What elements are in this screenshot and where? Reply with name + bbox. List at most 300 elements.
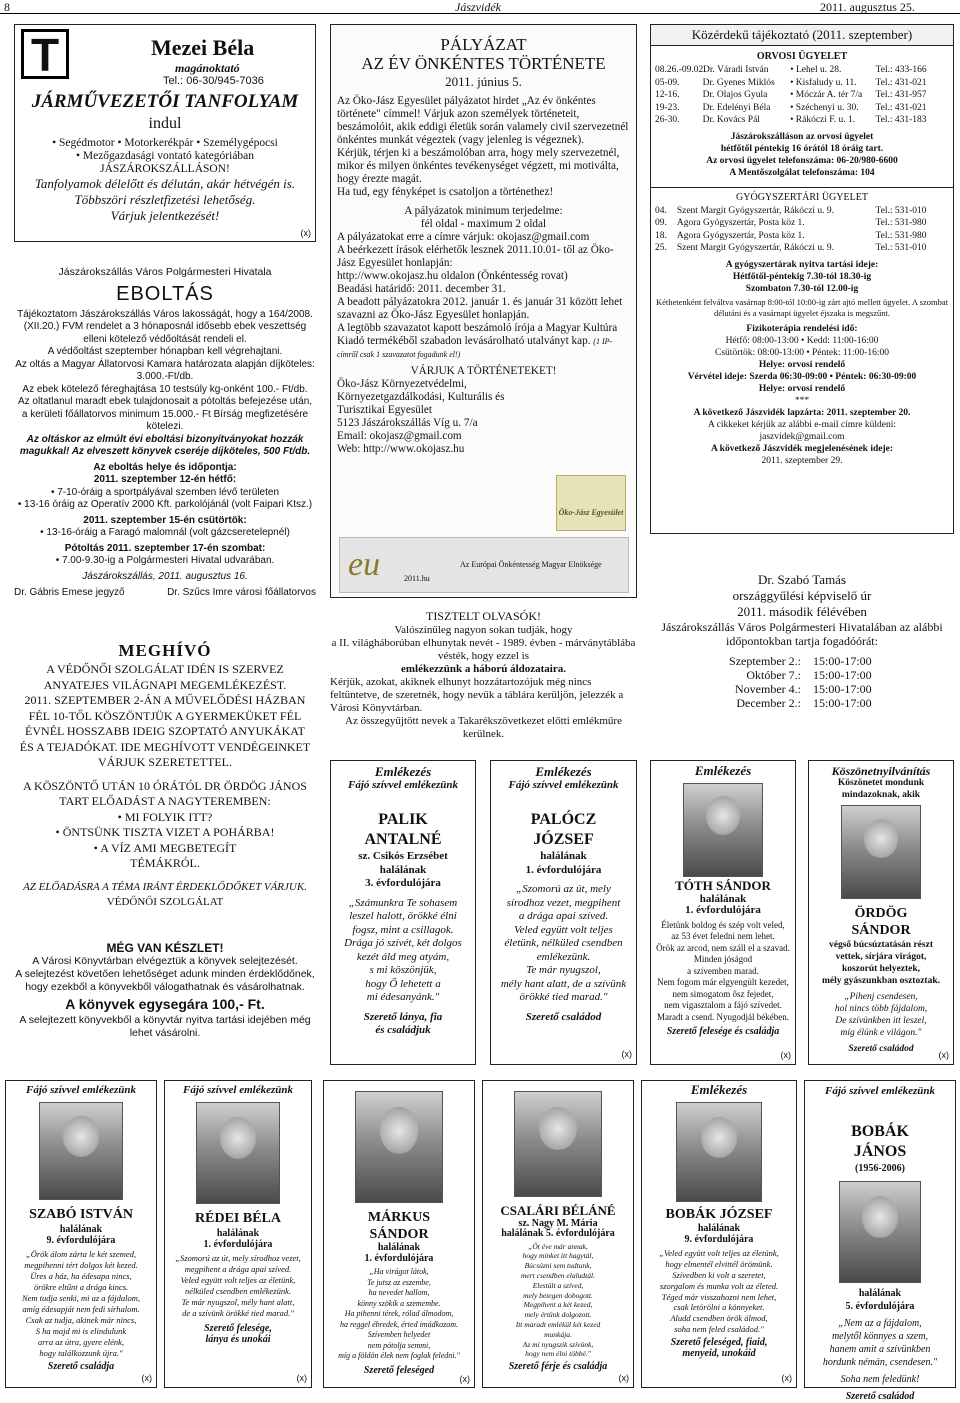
poem-line: hogy Ő lehetett a [365,977,441,990]
obituary-csalari [482,1080,634,1388]
mayor-title: országgyűlési képviselő úr [732,588,872,603]
obit-ordog-name2: SÁNDOR [851,923,911,938]
poem-line: Veled együtt volt teljes [514,923,613,936]
poem-line: kezét áld meg atyám, [356,950,450,963]
obit-palocz-l2: 1. évfordulójára [525,863,602,876]
poem [483,1242,633,1360]
school-title: JÁRMŰVEZETŐI TANFOLYAM [31,91,299,112]
poem [651,920,795,1024]
obit-bobakja-years: (1956-2006) [855,1163,905,1174]
table-cell: November 4.: [735,682,801,696]
obit-szabo-head: Fájó szívvel emlékezünk [26,1084,136,1096]
poem-line: Csak az tudja, akinek már nincs, [25,1315,137,1325]
info-duty: ORVOSI ÜGYELET [756,51,848,62]
poem-line: hanem amit a szívünkben [829,1344,931,1355]
invitation-notice [14,640,316,910]
vacc-d3a: • 7.00-9.30-ig a Polgármesteri Hivatal udvarában. [55,555,275,566]
table-row [655,230,949,243]
invite-l8: A KÖSZÖNTŐ UTÁN 10 ÓRÁTÓL DR ÖRDÖG JÁNOS [23,778,307,793]
info-o4: Kéthetenként felváltva vasárnap 8:00-tól 10:00-ig zárt ajtó mellett ügyelet. A szombat délutáni és a vasárnapi ügyelet éjszaka is megszűnt. [656,296,948,318]
table-cell: Tel.: 531-980 [875,230,927,241]
obit-redei-l2: 1. évfordulójára [203,1239,273,1250]
table-cell: 15:00-17:00 [813,696,872,710]
invite-l6: ÉS A TEJADÓKAT. IDE MEGHÍVOTT VENDÉGEINKET [19,739,311,754]
table-row [655,217,949,230]
portrait-photo [683,783,763,877]
info-n5: 2011. szeptember 29. [761,455,843,466]
contest-logo2: Az Európai Önkéntesség Magyar Elnöksége [460,560,602,569]
poem-line: nélküled csendben emlékezünk. [185,1286,291,1296]
poem-line: Veled együtt volt teljes az életünk, [180,1275,296,1285]
poem [809,991,953,1039]
poem-line: „Őt éve már annak, [528,1241,588,1251]
poem-line: az 53 évet feledni nem lehet. [671,931,775,941]
poem-line: Maradt a csend. Nyugodjál békében. [657,1011,789,1022]
poem-line: sírodhoz vezet, megpihent [506,896,621,909]
school-starts: indul [148,115,182,132]
poem-line: örökké tied marad." [519,991,608,1003]
poem-line: Üres a ház, ha édesapa nincs, [30,1271,132,1281]
vacc-p2: A védőoltást szeptember hónapban kell végrehajtani. [47,346,283,357]
table-row [650,696,954,710]
info-d2: hétfőtől péntekig 16 órától 18 óráig tart. [720,143,884,154]
obit-palik-head2: Fájó szívvel emlékezünk [348,778,458,791]
contest-p7: Beadási határidő: 2011. december 31. [337,283,506,295]
driving-l1: • Segédmotor • Motorkerékpár • Személygépocsi [52,137,278,149]
obit-ordog-name1: ÖRDÖG [854,906,908,921]
obit-bobakja-head: Fájó szívvel emlékezünk [825,1085,935,1097]
office-hours-table [650,654,954,710]
obit-palocz-head1: Emlékezés [535,764,592,779]
obituary-ordog [808,760,954,1065]
driving-l3: JÁSZÁROKSZÁLLÁSON! [100,163,230,175]
poem [805,1317,955,1369]
table-cell: Dr. Olajos Gyula [702,90,768,100]
poem [491,883,636,1005]
obit-palik-sign1: Szerető lánya, fia [363,1010,443,1023]
invite-b3: • A VÍZ AMI MEGBETEGÍT [93,840,237,855]
signature-notary: Dr. Gábris Emese jegyző [14,587,125,598]
info-f5: Vérvétel ideje: Szerda 06:30-09:00 • Péntek: 06:30-09:00 [687,371,917,382]
obit-bobakja-name2: JÁNOS [853,1143,907,1160]
obituary-bobak-jozsef [641,1080,797,1388]
readers-p3: emlékezzünk a háború áldozataira. [401,663,566,675]
obit-szabo-l2: 9. évfordulójára [46,1235,116,1246]
obit-csalari-sign: Szerető férje és családja [508,1361,608,1373]
obit-markus-x: (x) [459,1373,470,1384]
obit-toth-name: TÓTH SÁNDOR [675,877,771,893]
obit-markus-sign: Szerető feleséged [363,1364,435,1376]
obituary-toth [650,760,796,1065]
table-cell: Agora Gyógyszertár, Posta köz 1. [676,230,805,241]
table-cell: Tel.: 433-166 [875,65,927,75]
obit-markus-name1: MÁRKUS [367,1210,431,1225]
obit-palik-head1: Emlékezés [374,764,432,779]
poem-line: Te már nyugszol, mély hant alatt, [181,1297,295,1307]
poem-line: mely betegen dobogott. [523,1290,593,1300]
readers-p1: Valószínűleg nagyon sokan tudják, hogy [394,624,573,636]
info-d3: Az orvosi ügyelet telefonszáma: 06-20/980-6600 [706,155,898,166]
poem-line: soha nem feled családod." [674,1323,764,1334]
poem-line: Búcsúzni sem tudtunk, [524,1261,592,1271]
poem-line: „Számunkra Te sohasem [348,896,458,909]
vacc-p6: Az oltáskor az elmúlt évi eboltási bizonyítványokat hozzák magukkal! Az elveszett könyvek cseréje díjköteles, 500 Ft/db. [19,433,311,457]
table-cell: Szent Margit Gyógyszertár, Rákóczi u. 9. [676,243,835,253]
instructor-phone: Tel.: 06-30/945-7036 [163,75,264,87]
poem-line: Megpihent a két kezed, [523,1300,593,1310]
obit-redei-x: (x) [296,1373,307,1383]
poem-line: de a szívünk örökké tied marad." [182,1308,294,1318]
obit-toth-x: (x) [780,1049,791,1060]
contest-title2: AZ ÉV ÖNKÉNTES TÖRTÉNETE [361,54,606,73]
invite-l11: VÉDŐNŐI SZOLGÁLAT [106,896,224,908]
table-cell: 26-30. [655,115,680,125]
obit-palocz-l1: halálának [540,850,587,862]
info-f6: Helye: orvosi rendelő [758,383,846,394]
obit-ordog-t4: vettek, sírjára virágot, [835,952,927,962]
table-cell: • Rákóczi F. u. 1. [790,115,856,125]
obit-redei-l1: halálának [216,1228,260,1239]
portrait-photo [514,1091,602,1197]
table-cell: 05-09. [655,77,680,88]
driving-school-ad [14,24,316,242]
table-cell: Agora Gyógyszertár, Posta köz 1. [676,218,805,228]
poem-line: melytől könnyes a szem, [831,1331,929,1342]
table-cell: Tel.: 431-957 [875,90,927,100]
instructor-name: Mezei Béla [151,35,255,60]
table-cell: December 2.: [736,696,801,710]
info-f4: Helye: orvosi rendelő [758,359,846,370]
table-row [655,205,949,218]
poem-line: De szívünkben itt leszel, [835,1016,927,1026]
book-sale-title: MÉG VAN KÉSZLET! [106,941,224,955]
table-row [650,668,954,682]
poem [6,1249,156,1359]
vacc-place: Jászárokszállás, 2011. augusztus 16. [82,570,248,582]
okojasz-logo [556,475,626,531]
obit-szabo-name: SZABÓ ISTVÁN [29,1207,133,1222]
table-cell: Tel.: 431-183 [875,115,927,125]
contest-title: PÁLYÁZAT [440,35,527,54]
school-details [15,137,315,224]
table-row [655,114,949,127]
poem-line: Nem fogom már elgyengült kezedet, [657,977,789,987]
poem [324,1267,474,1362]
info-title: Közérdekű tájékoztató (2011. szeptember) [651,25,953,46]
notice-title: EBOLTÁS [116,282,214,305]
vacc-d1b: • 13-16 óráig az Operatív 2000 Kft. parkolójánál (volt Faipari Ktsz.) [17,499,313,510]
obit-csalari-l1: halálának 5. évfordulójára [501,1227,615,1239]
info-f1: Fizikoterápia rendelési idő: [746,323,858,334]
poem-line: Elestült a szíved, [532,1280,584,1290]
contest-p8: A beadott pályázatokra 2012. január 1. és január 31 között lehet szavazni az Öko-Jász Egyesület honlapján. [337,296,623,321]
poem [165,1253,311,1319]
table-cell: 19-23. [655,102,680,113]
poem [642,1248,796,1334]
page-number: 8 [4,0,10,14]
info-n3: jaszvidek@gmail.com [759,431,845,442]
obit-szabo-x: (x) [141,1373,152,1383]
poem-line: Nem tudja senki, mi az a fájdalom, [21,1293,141,1303]
books-p1: A Városi Könyvtárban elvégeztük a könyvek selejtezését. [32,955,298,967]
invite-b4: TÉMÁKRÓL. [130,856,200,870]
contest-p14: Web: http://www.okojasz.hu [337,443,465,455]
poem-line: hogy minket itt hagytál, [522,1251,594,1261]
contest-min: A pályázatok minimum terjedelme: [404,205,563,217]
obit-bobakj-head: Emlékezés [690,1082,748,1097]
vacc-p1: Tájékoztatom Jászárokszállás Város lakosságát, hogy a 164/2008.(XII.20.) FVM rendelet a 3 hónaposnál idősebb ebek veszettség elleni kötelező védőoltását rendeli el. [17,308,313,345]
mayor-half: 2011. második félévében [737,604,867,619]
table-cell: • Széchenyi u. 30. [790,102,859,113]
poem-line: míg a földön élek nem foglak feledni." [338,1351,460,1360]
obit-toth-l2: 1. évfordulójára [685,904,761,916]
poem-line: fogsz, mint a csillagok. [352,923,454,936]
table-cell: Szent Margit Gyógyszertár, Rákóczi u. 9. [676,205,835,216]
obit-ordog-t1: Köszönetet mondunk [837,778,925,788]
contest-logo4: 2011.hu [404,574,430,583]
obit-toth-l1: halálának [699,892,747,905]
obit-ordog-t2: mindazoknak, akik [841,790,921,800]
table-cell: 25. [655,243,667,253]
invite-l9: TART ELŐADÁST A NAGYTEREMBEN: [59,794,271,808]
readers-notice [330,608,637,738]
book-price: A könyvek egysegára 100,- Ft. [65,996,265,1012]
poem-line: nem pótolja semmi, [367,1340,431,1350]
paper-name: Jászvidék [455,0,501,14]
poem-line: mély hant alatt, de a szívünk [500,977,627,990]
poem-line: szorgalom és munka volt az életed. [659,1280,779,1291]
info-o1: A gyógyszertárak nyitva tartási ideje: [725,259,879,270]
poem-line: életünk, nélküled csendben [504,937,623,949]
obit-bobakja-l1: halálának [858,1288,902,1299]
contest-logo3: eu [348,546,381,583]
poem-line: Te jutsz az eszembe, [367,1277,431,1287]
office-name: Jászárokszállás Város Polgármesteri Hivatala [58,266,272,278]
obit-bobakja-sign0: Soha nem feledünk! [840,1374,920,1385]
poem-line: Minden jóságod [693,954,753,964]
driving-l4: Tanfolyamok délelőtt és délután, akár hétvégén is. [34,176,296,191]
info-o2: Hétfőtől-péntekig 7.30-tól 18.30-ig [732,271,872,282]
public-info [650,24,954,534]
info-f3: Csütörtök: 08:00-13:00 • Péntek: 11:00-16:00 [715,347,889,358]
logo-t-icon: T [21,29,69,79]
obituary-redei [164,1080,312,1388]
info-n1: A következő Jászvidék lapzárta: 2011. szeptember 20. [693,407,911,418]
page-header [0,0,960,14]
portrait-photo [839,1181,921,1283]
poem-line: Életünk boldog és szép volt veled, [661,919,785,930]
poem-line: örökre eltűnt a drága kincs. [33,1282,129,1292]
contest-p5: A beérkezett írások elérhetők lesznek 2011.10.01- től az Öko-Jász Egyesület honlapján: [337,244,614,269]
doctor-duty-table [651,64,953,127]
obituary-bobak-janos [804,1080,956,1402]
vacc-p5: Az oltatlanul maradt ebek tulajdonosait a pótoltás befejezése után, a kerületi főállatorvos minimum 15.000.- Ft Bírság megfizetésére kötelezi. [17,396,313,432]
poem-line: „Pihenj csendesen, [844,992,918,1002]
obit-redei-sign1: Szerető felesége, [204,1323,272,1334]
obit-toth-head1: Emlékezés [694,763,752,778]
obit-palik-name2: ANTALNÉ [364,831,442,848]
poem-line: nem simogatom ősz fejedet, [672,988,774,999]
obit-csalari-name: CSALÁRI BÉLÁNÉ [500,1203,616,1218]
poem-line: arra az útra, gyere elénk, [37,1337,125,1347]
readers-p5: Az összegyűjtött nevek a Takarékszövetkezet előtti emlékműre kerülnek. [345,715,622,740]
books-p3: A selejtezett könyvekből a könyvtár nyitva tartási idejében még lehet vásárolni. [19,1014,311,1039]
table-cell: • Móczár A. tér 7/a [790,90,863,100]
obit-bobakja-sign: Szerető családod [845,1391,915,1402]
contest-p3: Ha tud, egy fényképet is csatoljon a történethez! [337,186,554,198]
obituary-markus [323,1080,475,1388]
poem-line: „Örök álom zárta le két szemed, [25,1249,136,1259]
driving-x: (x) [300,228,311,238]
table-cell: Tel.: 531-010 [875,205,927,216]
driving-l6: Várjuk jelentkezését! [110,208,220,223]
poem-line: Ha pihenni térek, rólad álmodom, [344,1309,454,1318]
portrait-photo [355,1091,443,1203]
table-cell: Tel.: 431-021 [875,102,927,113]
portrait-photo [841,805,921,899]
poem-line: „Ha virágot látok, [369,1267,429,1276]
vaccination-notice [14,266,316,616]
contest-p13: Email: okojasz@gmail.com [337,430,462,442]
obit-palocz-name1: PALÓCZ [530,811,597,828]
mp-office-hours [650,572,954,732]
info-n2: A cikkeket kérjük az alábbi e-mail címre küldeni: [707,419,897,430]
invite-l3: 2011. SZEPTEMBER 2-ÁN A MŰVELŐDÉSI HÁZBAN [24,693,306,707]
info-stars: *** [794,395,810,406]
table-row [655,64,949,77]
poem-line: megpihent a drága apai szíved. [184,1264,292,1274]
obit-palik-name1: PALIK [378,811,428,828]
obit-bobakj-l2: 9. évfordulójára [684,1233,754,1245]
invite-l7: VÁRJUK SZERETETTEL. [98,755,232,769]
vacc-d2a: • 13-16-óráig a Faragó malomnál (volt gázcseretelepnél) [40,527,290,538]
vacc-d3: Pótoltás 2011. szeptember 17-én szombat: [64,542,266,554]
poem-line: amíg édesapját nem fedi sírhalom. [22,1304,140,1314]
obit-palik-maiden: sz. Csikós Erzsébet [358,850,448,862]
portrait-photo [676,1102,762,1202]
contest-min2: fél oldal - maximum 2 oldal [420,218,547,230]
book-sale-notice [14,942,316,1062]
invitation-title: MEGHÍVÓ [118,641,212,660]
poem-line: hordunk némán, csendesen." [822,1357,938,1368]
poem-line: hogy nem élni többé." [525,1349,591,1359]
obit-bobakj-x: (x) [781,1373,792,1384]
vacc-d1: 2011. szeptember 12-én hétfő: [93,474,237,485]
poem-line: hogy elmentél elvittél örömünk. [665,1259,773,1270]
table-cell: 04. [655,205,667,216]
table-cell: 08.26.-09.02. [655,65,706,75]
invite-l10: AZ ELŐADÁSRA A TÉMA IRÁNT ÉRDEKLŐDŐKET VÁRJUK. [23,880,307,893]
portrait-photo [196,1102,280,1204]
poem-line: csak letörölni a könnyeket. [673,1302,765,1313]
contest-p10: VÁRJUK A TÖRTÉNETEKET! [410,365,557,377]
vacc-d1a: • 7-10-óráig a sportpályával szemben lévő területen [50,486,280,498]
poem-line: a szívemben marad. [687,965,759,976]
instructor-role: magánoktató [175,61,240,75]
mayor-p: Jászárokszállás Város Polgármesteri Hivatalában az alábbi időpontokban tartja fogadóórát: [661,620,943,648]
vacc-p3: Az oltás a Magyar Állatorvosi Kamara határozata alapján díjköteles: 3.000.-Ft/db. [15,358,315,382]
table-row [655,77,949,90]
obituary-szabo [5,1080,157,1388]
table-row [650,654,954,668]
poem-line: mert csendben elaludtál. [521,1270,595,1280]
poem-line: Aludd csendben örök álmod, [670,1313,768,1324]
obit-bobakja-l2: 5. évfordulójára [845,1301,915,1312]
obit-ordog-t5: koszorút helyeztek, [841,964,921,974]
poem-line: Az mi nyugszik szívünk, [522,1339,594,1349]
poem-line: hol nincs több fájdalom, [834,1004,928,1014]
eu-presidency-banner [339,537,629,593]
obit-ordog-t3: végső búcsúztatásán részt [829,940,933,950]
poem-line: emlékezünk. [536,950,591,963]
invite-l2: ANYATEJES VILÁGNAPI MEGEMLÉKEZÉST. [43,677,287,692]
contest-p9: A legtöbb szavazatot kapott beszámoló írója a Magyar Kultúra Kiadó termékéből szabadon levásárolható utalványt kap. [337,322,618,347]
obit-bobakj-sign1: Szerető feleséged, fiaid, [670,1336,768,1348]
poem-line: Szívemben helyedet [367,1330,431,1339]
poem-line: s mi köszönjük, [369,964,437,976]
obit-szabo-sign: Szerető családja [47,1361,115,1372]
table-cell: 09. [655,218,667,228]
contest-p1: Az Öko-Jász Egyesület pályázatot hirdet „Az év önkéntes története" címmel! Várjuk azon személyek történeteit, beszámolóit, akik eddigi életük során valamely civil szervezetnél önkéntes munkát végeztek (vagy jelenleg is végeznek). [337,95,629,146]
poem [331,897,475,1005]
info-o3: Szombaton 7.30-tól 12.00-ig [745,283,859,294]
obit-palik-l1: halálának [379,863,427,876]
obit-palocz-x: (x) [621,1048,632,1059]
obit-ordog-head1: Köszönetnyilvánítás [831,764,931,778]
poem-line: leszel halott, örökké élni [349,910,457,922]
poem-line: mely értünk dolgozott. [524,1310,592,1320]
table-row [650,682,954,696]
info-f2: Hétfő: 08:00-13:00 • Kedd: 11:00-16:00 [725,335,879,346]
poem-line: hogy találkozzunk újra." [39,1348,123,1358]
vacc-p4: Az ebek kötelező féreghajtása 10 testsúly kg-onként 100.- Ft/db. [22,383,308,395]
contest-date: 2011. június 5. [445,74,522,89]
invite-l5: ÉVNÉL HOSSZABB IDEIG SZOPTATÓ ANYUKÁKAT [25,724,305,738]
poem-line: ha reggel ébredek, érted imádkozom. [339,1319,459,1329]
obit-markus-l2: 1. évfordulójára [364,1252,434,1264]
poem-line: Te már nyugszol, [526,964,601,976]
table-cell: Tel.: 431-021 [875,77,927,88]
table-cell: 15:00-17:00 [813,668,872,682]
poem-line: ha nevedet hallom, [368,1288,430,1297]
pharmacy-duty-table [651,205,953,255]
table-cell: 18. [655,230,667,241]
obit-palik-l2: 3. évfordulójára [365,877,441,889]
obit-ordog-t6: mély gyászunkban osztoztak. [822,976,940,986]
obit-markus-name2: SÁNDOR [369,1227,429,1242]
table-cell: 15:00-17:00 [813,682,872,696]
obit-markus-l1: halálának [377,1242,421,1253]
poem-line: könny szökik a szemembe. [357,1298,441,1308]
contest-logo1: Öko-Jász Egyesület [558,508,624,517]
table-cell: 12-16. [655,90,680,100]
obit-palocz-head2: Fájó szívvel emlékezünk [508,778,619,791]
contest-p9note: (1 IP-címről csak 1 szavazatot fogadunk el!) [337,337,613,359]
table-row [655,89,949,102]
info-pharm: GYÓGYSZERTÁRI ÜGYELET [651,187,953,205]
obit-palik-sign2: és családjuk [375,1024,431,1036]
vacc-h: Az eboltás helye és időpontja: [93,461,237,473]
table-cell: Dr. Edelényi Béla [702,102,771,113]
table-cell: 15:00-17:00 [813,654,872,668]
issue-date: 2011. augusztus 25. [820,0,915,14]
poem-line: nem vigasztalom a fájó szívedet. [664,1000,782,1010]
contest-p12: 5123 Jászárokszállás Víg u. 7/a [337,417,478,429]
driving-l2: • Mezőgazdasági vontató kategóriában [75,150,255,162]
poem-line: „Szomorú az út, mely sírodhoz vezet, [175,1253,301,1263]
invite-b2: • ÖNTSÜNK TISZTA VIZET A POHÁRBA! [55,825,275,839]
readers-p2: a II. világháborúban elhunytak nevét - 1989. évben - márványtáblába vésték, hogy ezzel is [331,637,636,662]
